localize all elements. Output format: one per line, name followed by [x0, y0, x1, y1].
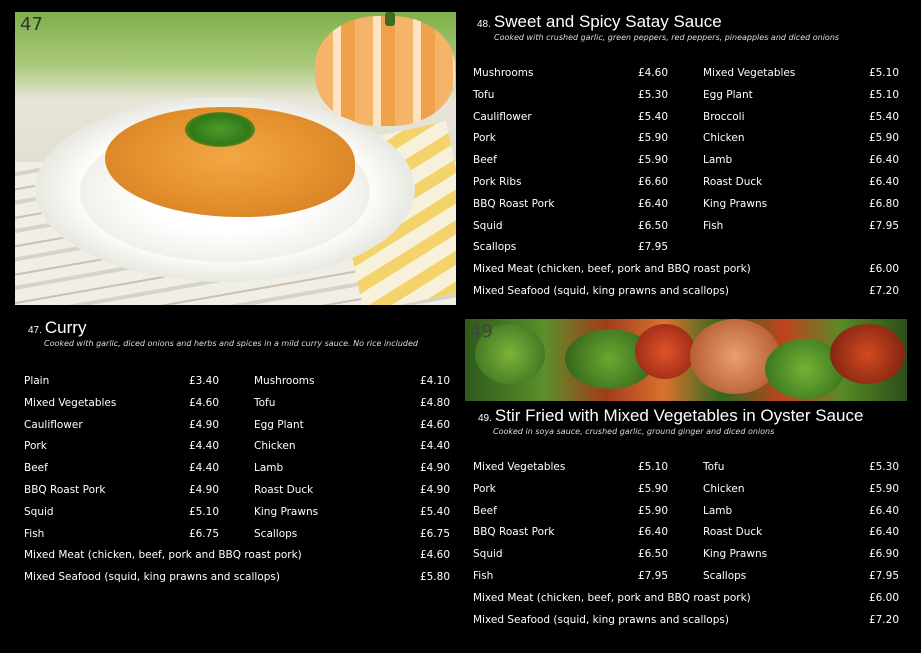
menu-item-name: Broccoli [703, 110, 745, 123]
menu-item-price: £6.00 [868, 263, 899, 276]
menu-item-price: £4.10 [419, 375, 450, 387]
menu-item-price: £6.40 [868, 176, 899, 188]
menu-item-price: £4.90 [419, 462, 450, 475]
section-number: 47. [28, 325, 42, 336]
menu-item-price: £7.95 [868, 219, 899, 232]
menu-item-name: Mixed Seafood (squid, king prawns and scallops) [473, 285, 729, 297]
menu-item-row [703, 130, 899, 146]
menu-item-price: £7.20 [868, 613, 899, 626]
menu-item-row [473, 568, 668, 584]
menu-item-price: £4.60 [419, 418, 450, 431]
menu-item-name: Scallops [703, 570, 747, 582]
section-title: Sweet and Spicy Satay Sauce [493, 12, 722, 31]
satay-heading [477, 12, 839, 42]
menu-item-name: Chicken [703, 132, 745, 145]
menu-item-price: £6.60 [637, 176, 668, 188]
menu-item-row [254, 438, 450, 454]
menu-item-price: £4.40 [188, 440, 219, 453]
menu-item-price: £4.60 [419, 549, 450, 562]
menu-item-name: Mixed Seafood (squid, king prawns and scallops) [24, 571, 280, 584]
menu-item-row [703, 87, 899, 103]
menu-item-name: Plain [24, 375, 50, 387]
menu-item-row [254, 395, 450, 411]
stirfry-price-list [473, 459, 908, 631]
menu-item-row [703, 481, 899, 497]
menu-item-row [473, 459, 668, 475]
menu-item-row [703, 524, 899, 540]
menu-item-row [703, 568, 899, 584]
menu-item-price: £6.50 [637, 548, 668, 561]
curry-heading [28, 318, 418, 348]
pumpkin-graphic [315, 16, 455, 126]
menu-item-name: BBQ Roast Pork [24, 484, 106, 496]
menu-item-name: Scallops [254, 527, 298, 540]
menu-item-row [473, 174, 668, 190]
menu-item-row [703, 196, 899, 212]
menu-item-name: Mushrooms [254, 375, 315, 387]
menu-item-row [254, 373, 450, 389]
curry-price-list [24, 373, 450, 588]
menu-item-row [254, 504, 450, 520]
menu-item-name: Roast Duck [254, 484, 314, 496]
menu-item-price: £5.30 [637, 88, 668, 101]
section-title: Curry [44, 318, 87, 337]
menu-item-row [473, 65, 668, 81]
menu-item-name: Roast Duck [703, 526, 763, 539]
menu-item-name: Mushrooms [473, 67, 534, 79]
menu-item-name: Tofu [254, 396, 276, 409]
menu-item-row [254, 526, 450, 542]
menu-item-name: BBQ Roast Pork [473, 526, 555, 539]
menu-item-price: £4.60 [637, 67, 668, 79]
menu-item-price: £5.90 [868, 132, 899, 145]
menu-item-price: £4.80 [419, 396, 450, 409]
menu-item-row [703, 174, 899, 190]
menu-item-price: £5.40 [637, 110, 668, 123]
menu-item-row [473, 130, 668, 146]
menu-item-row [473, 612, 899, 628]
menu-item-row [473, 546, 668, 562]
menu-item-name: Scallops [473, 241, 517, 254]
menu-item-row [473, 152, 668, 168]
menu-item-row [703, 503, 899, 519]
menu-item-price: £5.10 [637, 461, 668, 473]
menu-item-name: Squid [473, 548, 503, 561]
menu-item-row [254, 482, 450, 498]
menu-item-name: Lamb [703, 504, 733, 517]
menu-item-price: £4.60 [188, 396, 219, 409]
meat-graphic [830, 324, 905, 384]
menu-item-price: £6.40 [868, 526, 899, 539]
menu-item-row [703, 218, 899, 234]
section-description: Cooked with garlic, diced onions and herbs and spices in a mild curry sauce. No rice included [44, 339, 418, 348]
menu-item-name: Fish [703, 219, 724, 232]
menu-item-row [24, 373, 219, 389]
menu-item-price: £7.20 [868, 285, 899, 297]
menu-item-name: Fish [24, 527, 45, 540]
satay-price-list [473, 65, 908, 300]
menu-item-price: £5.90 [637, 482, 668, 495]
menu-item-name: Mixed Vegetables [473, 461, 566, 473]
menu-item-name: Pork [24, 440, 47, 453]
menu-item-name: Egg Plant [703, 88, 753, 101]
menu-item-price: £6.90 [868, 548, 899, 561]
menu-item-price: £7.95 [637, 570, 668, 582]
menu-item-row [703, 65, 899, 81]
menu-item-name: Pork Ribs [473, 176, 522, 188]
photo-number-label: 49 [470, 321, 493, 342]
menu-item-name: Beef [473, 504, 497, 517]
menu-item-price: £6.75 [188, 527, 219, 540]
section-number: 48. [477, 19, 491, 30]
menu-item-name: Egg Plant [254, 418, 304, 431]
menu-item-row [473, 503, 668, 519]
menu-item-name: Lamb [254, 462, 284, 475]
menu-item-price: £5.30 [868, 461, 899, 473]
menu-item-row [24, 547, 450, 563]
menu-item-row [254, 417, 450, 433]
menu-item-row [24, 460, 219, 476]
menu-item-name: Lamb [703, 154, 733, 167]
menu-item-row [473, 87, 668, 103]
menu-item-price: £6.75 [419, 527, 450, 540]
herb-garnish-graphic [185, 112, 255, 147]
menu-item-price: £6.50 [637, 219, 668, 232]
stirfry-heading [478, 406, 863, 436]
menu-item-name: King Prawns [254, 505, 319, 518]
menu-item-row [473, 218, 668, 234]
menu-item-price: £4.40 [419, 440, 450, 453]
menu-item-row [24, 504, 219, 520]
menu-item-row [703, 152, 899, 168]
menu-item-price: £6.00 [868, 591, 899, 604]
menu-item-price: £4.40 [188, 462, 219, 475]
menu-item-name: Fish [473, 570, 494, 582]
menu-item-row [703, 109, 899, 125]
menu-item-row [473, 109, 668, 125]
photo-number-label: 47 [20, 14, 43, 35]
menu-item-name: Mixed Meat (chicken, beef, pork and BBQ roast pork) [24, 549, 302, 562]
menu-item-name: Cauliflower [473, 110, 532, 123]
prawn-graphic [690, 319, 780, 394]
menu-item-price: £5.40 [419, 505, 450, 518]
menu-item-price: £3.40 [188, 375, 219, 387]
section-number: 49. [478, 413, 492, 424]
section-description: Cooked with crushed garlic, green peppers, red peppers, pineapples and diced onions [494, 33, 840, 42]
section-description: Cooked in soya sauce, crushed garlic, ground ginger and diced onions [493, 427, 775, 436]
menu-item-row [24, 482, 219, 498]
curry-photo [15, 12, 456, 305]
menu-item-price: £5.10 [868, 67, 899, 79]
pumpkin-stem-graphic [385, 12, 395, 26]
pepper-graphic [635, 324, 695, 379]
menu-item-row [703, 459, 899, 475]
menu-item-row [473, 283, 899, 299]
menu-item-price: £5.10 [188, 505, 219, 518]
menu-item-price: £6.40 [637, 197, 668, 210]
menu-item-name: Pork [473, 132, 496, 145]
menu-item-name: Mixed Meat (chicken, beef, pork and BBQ roast pork) [473, 591, 751, 604]
menu-item-price: £6.80 [868, 197, 899, 210]
menu-item-price: £5.90 [637, 154, 668, 167]
menu-item-name: King Prawns [703, 548, 768, 561]
menu-item-price: £6.40 [868, 154, 899, 167]
menu-item-price: £5.90 [637, 504, 668, 517]
menu-item-row [473, 239, 668, 255]
menu-item-row [24, 526, 219, 542]
menu-item-name: Mixed Seafood (squid, king prawns and scallops) [473, 613, 729, 626]
menu-item-name: Squid [473, 219, 503, 232]
menu-item-price: £5.90 [637, 132, 668, 145]
menu-item-row [254, 460, 450, 476]
menu-item-name: Mixed Meat (chicken, beef, pork and BBQ roast pork) [473, 263, 751, 276]
menu-item-price: £5.80 [419, 571, 450, 584]
menu-item-price: £5.10 [868, 88, 899, 101]
menu-item-row [24, 569, 450, 585]
menu-item-name: Roast Duck [703, 176, 763, 188]
menu-item-name: Beef [24, 462, 48, 475]
menu-item-name: Pork [473, 482, 496, 495]
menu-item-price: £4.90 [188, 418, 219, 431]
menu-item-price: £6.40 [637, 526, 668, 539]
menu-item-name: Cauliflower [24, 418, 83, 431]
menu-item-name: Beef [473, 154, 497, 167]
menu-item-price: £5.90 [868, 482, 899, 495]
section-title: Stir Fried with Mixed Vegetables in Oyster Sauce [494, 406, 864, 425]
menu-item-name: King Prawns [703, 197, 768, 210]
menu-item-name: Squid [24, 505, 54, 518]
menu-item-name: Mixed Vegetables [24, 396, 117, 409]
menu-item-row [703, 546, 899, 562]
menu-item-name: BBQ Roast Pork [473, 197, 555, 210]
menu-item-row [24, 438, 219, 454]
menu-item-price: £4.90 [419, 484, 450, 496]
menu-item-row [24, 417, 219, 433]
menu-item-row [24, 395, 219, 411]
menu-item-price: £7.95 [868, 570, 899, 582]
menu-item-row [473, 261, 899, 277]
menu-item-name: Mixed Vegetables [703, 67, 796, 79]
menu-item-row [473, 524, 668, 540]
stirfry-photo [465, 319, 907, 401]
menu-item-price: £6.40 [868, 504, 899, 517]
menu-item-name: Chicken [254, 440, 296, 453]
menu-item-price: £4.90 [188, 484, 219, 496]
menu-item-row [473, 481, 668, 497]
menu-item-name: Tofu [473, 88, 495, 101]
menu-item-row [473, 196, 668, 212]
menu-item-price: £5.40 [868, 110, 899, 123]
menu-item-row [473, 590, 899, 606]
menu-item-name: Chicken [703, 482, 745, 495]
menu-item-name: Tofu [703, 461, 725, 473]
menu-item-price: £7.95 [637, 241, 668, 254]
